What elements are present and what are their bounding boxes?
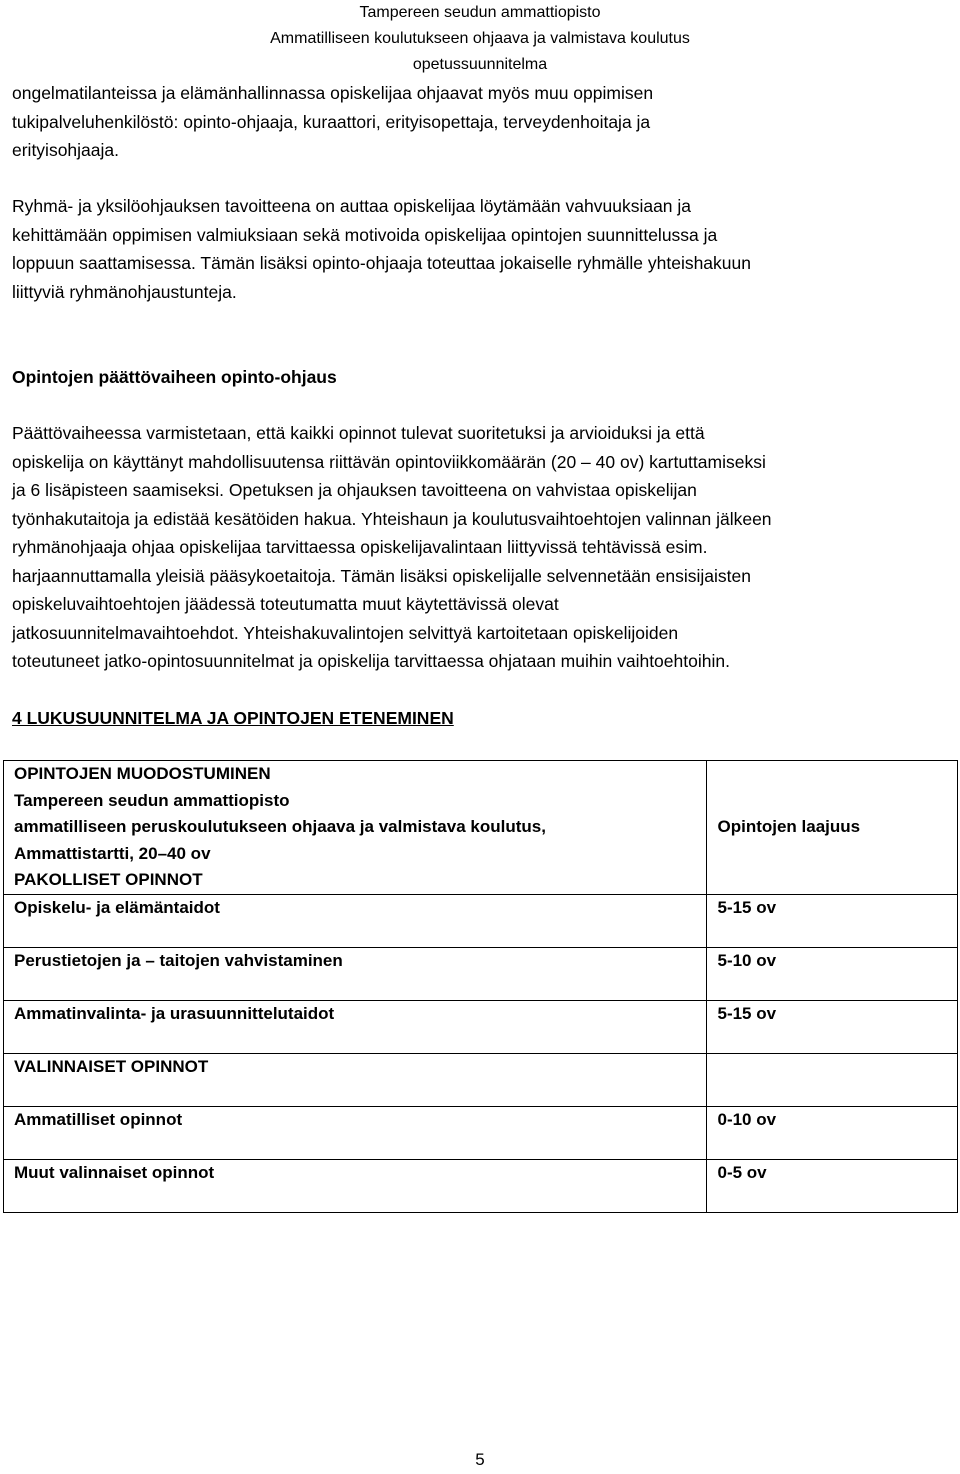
- table-row: [4, 1053, 958, 1106]
- header-doc-type: opetussuunnitelma: [412, 56, 548, 73]
- row-scope: 5-15 ov: [707, 894, 958, 947]
- text-line: ja 6 lisäpisteen saamiseksi. Opetuksen ja ohjauksen tavoitteena on vahvistaa opiskelijan: [12, 480, 697, 500]
- paragraph-support-staff: [12, 79, 952, 165]
- section-heading: Opintojen päättövaiheen opinto-ohjaus: [12, 367, 337, 387]
- text-line: ongelmatilanteissa ja elämänhallinnassa opiskelijaa ohjaavat myös muu oppimisen: [12, 83, 654, 103]
- row-scope: 0-5 ov: [707, 1159, 958, 1212]
- table-row: [4, 1000, 958, 1053]
- table-row: [4, 947, 958, 1000]
- row-name: VALINNAISET OPINNOT: [4, 1053, 707, 1106]
- chapter-heading: 4 LUKUSUUNNITELMA JA OPINTOJEN ETENEMINEN: [12, 708, 454, 728]
- table-header-line: Ammattistartti, 20–40 ov: [14, 843, 211, 863]
- row-scope: 0-10 ov: [707, 1106, 958, 1159]
- text-line: tukipalveluhenkilöstö: opinto-ohjaaja, kuraattori, erityisopettaja, terveydenhoitaja ja: [12, 111, 651, 132]
- table-header-title-cell: [4, 761, 707, 895]
- text-line: opiskeluvaihtoehtojen jäädessä toteutumatta muut käytettävissä olevat: [12, 594, 559, 614]
- text-line: harjaannuttamalla yleisiä pääsykoetaitoja. Tämän lisäksi opiskelijalle selvennetään ensisijaisten: [12, 565, 751, 586]
- table-header-line: ammatilliseen peruskoulutukseen ohjaava ja valmistava koulutus,: [14, 817, 546, 836]
- page-header: [0, 0, 960, 78]
- text-line: loppuun saattamisessa. Tämän lisäksi opinto-ohjaaja toteuttaa jokaiselle ryhmälle yhteishakuun: [12, 253, 751, 273]
- row-name: Ammatinvalinta- ja urasuunnittelutaidot: [4, 1000, 707, 1053]
- row-scope: [707, 1053, 958, 1106]
- row-scope: 5-15 ov: [707, 1000, 958, 1053]
- header-school: Tampereen seudun ammattiopisto: [359, 4, 601, 21]
- row-name: Ammatilliset opinnot: [4, 1106, 707, 1159]
- text-line: työnhakutaitoja ja edistää kesätöiden hakua. Yhteishaun ja koulutusvaihtoehtojen valinnan jälkeen: [12, 508, 772, 529]
- row-name: Opiskelu- ja elämäntaidot: [4, 894, 707, 947]
- paragraph-final-phase: [12, 419, 952, 676]
- row-scope: 5-10 ov: [707, 947, 958, 1000]
- table-row: [4, 1159, 958, 1212]
- text-line: Päättövaiheessa varmistetaan, että kaikki opinnot tulevat suoritetuksi ja arvioiduksi ja että: [12, 423, 705, 443]
- table-header-line: OPINTOJEN MUODOSTUMINEN: [14, 764, 271, 783]
- text-line: opiskelija on käyttänyt mahdollisuutensa riittävän opintoviikkomäärän (20 – 40 ov) kartuttamiseksi: [12, 451, 766, 472]
- paragraph-guidance-goals: [12, 192, 952, 306]
- row-name: Muut valinnaiset opinnot: [4, 1159, 707, 1212]
- text-line: jatkosuunnitelmavaihtoehdot. Yhteishakuvalintojen selvittyä kartoitetaan opiskelijoiden: [12, 622, 679, 643]
- text-line: Ryhmä- ja yksilöohjauksen tavoitteena on auttaa opiskelijaa löytämään vahvuuksiaan ja: [12, 196, 692, 216]
- table-header-row: [4, 761, 958, 895]
- text-line: liittyviä ryhmänohjaustunteja.: [12, 281, 237, 302]
- table-header-line: PAKOLLISET OPINNOT: [14, 870, 203, 889]
- page-number: 5: [475, 1450, 485, 1469]
- header-program: Ammatilliseen koulutukseen ohjaava ja valmistava koulutus: [270, 30, 690, 47]
- row-name: Perustietojen ja – taitojen vahvistaminen: [4, 947, 707, 1000]
- table-header-scope-cell: Opintojen laajuus: [707, 761, 958, 895]
- studies-table: [3, 760, 958, 1213]
- table-row: [4, 894, 958, 947]
- text-line: erityisohjaaja.: [12, 140, 119, 160]
- text-line: kehittämään oppimisen valmiuksiaan sekä motivoida opiskelijaa opintojen suunnittelussa ja: [12, 224, 718, 245]
- table-row: [4, 1106, 958, 1159]
- table-header-line: Tampereen seudun ammattiopisto: [14, 790, 290, 810]
- text-line: toteutuneet jatko-opintosuunnitelmat ja opiskelija tarvittaessa ohjataan muihin vaihtoehtoihin.: [12, 651, 730, 671]
- text-line: ryhmänohjaaja ohjaa opiskelijaa tarvittaessa opiskelijavalintaan liittyvissä tehtävissä esim.: [12, 537, 708, 557]
